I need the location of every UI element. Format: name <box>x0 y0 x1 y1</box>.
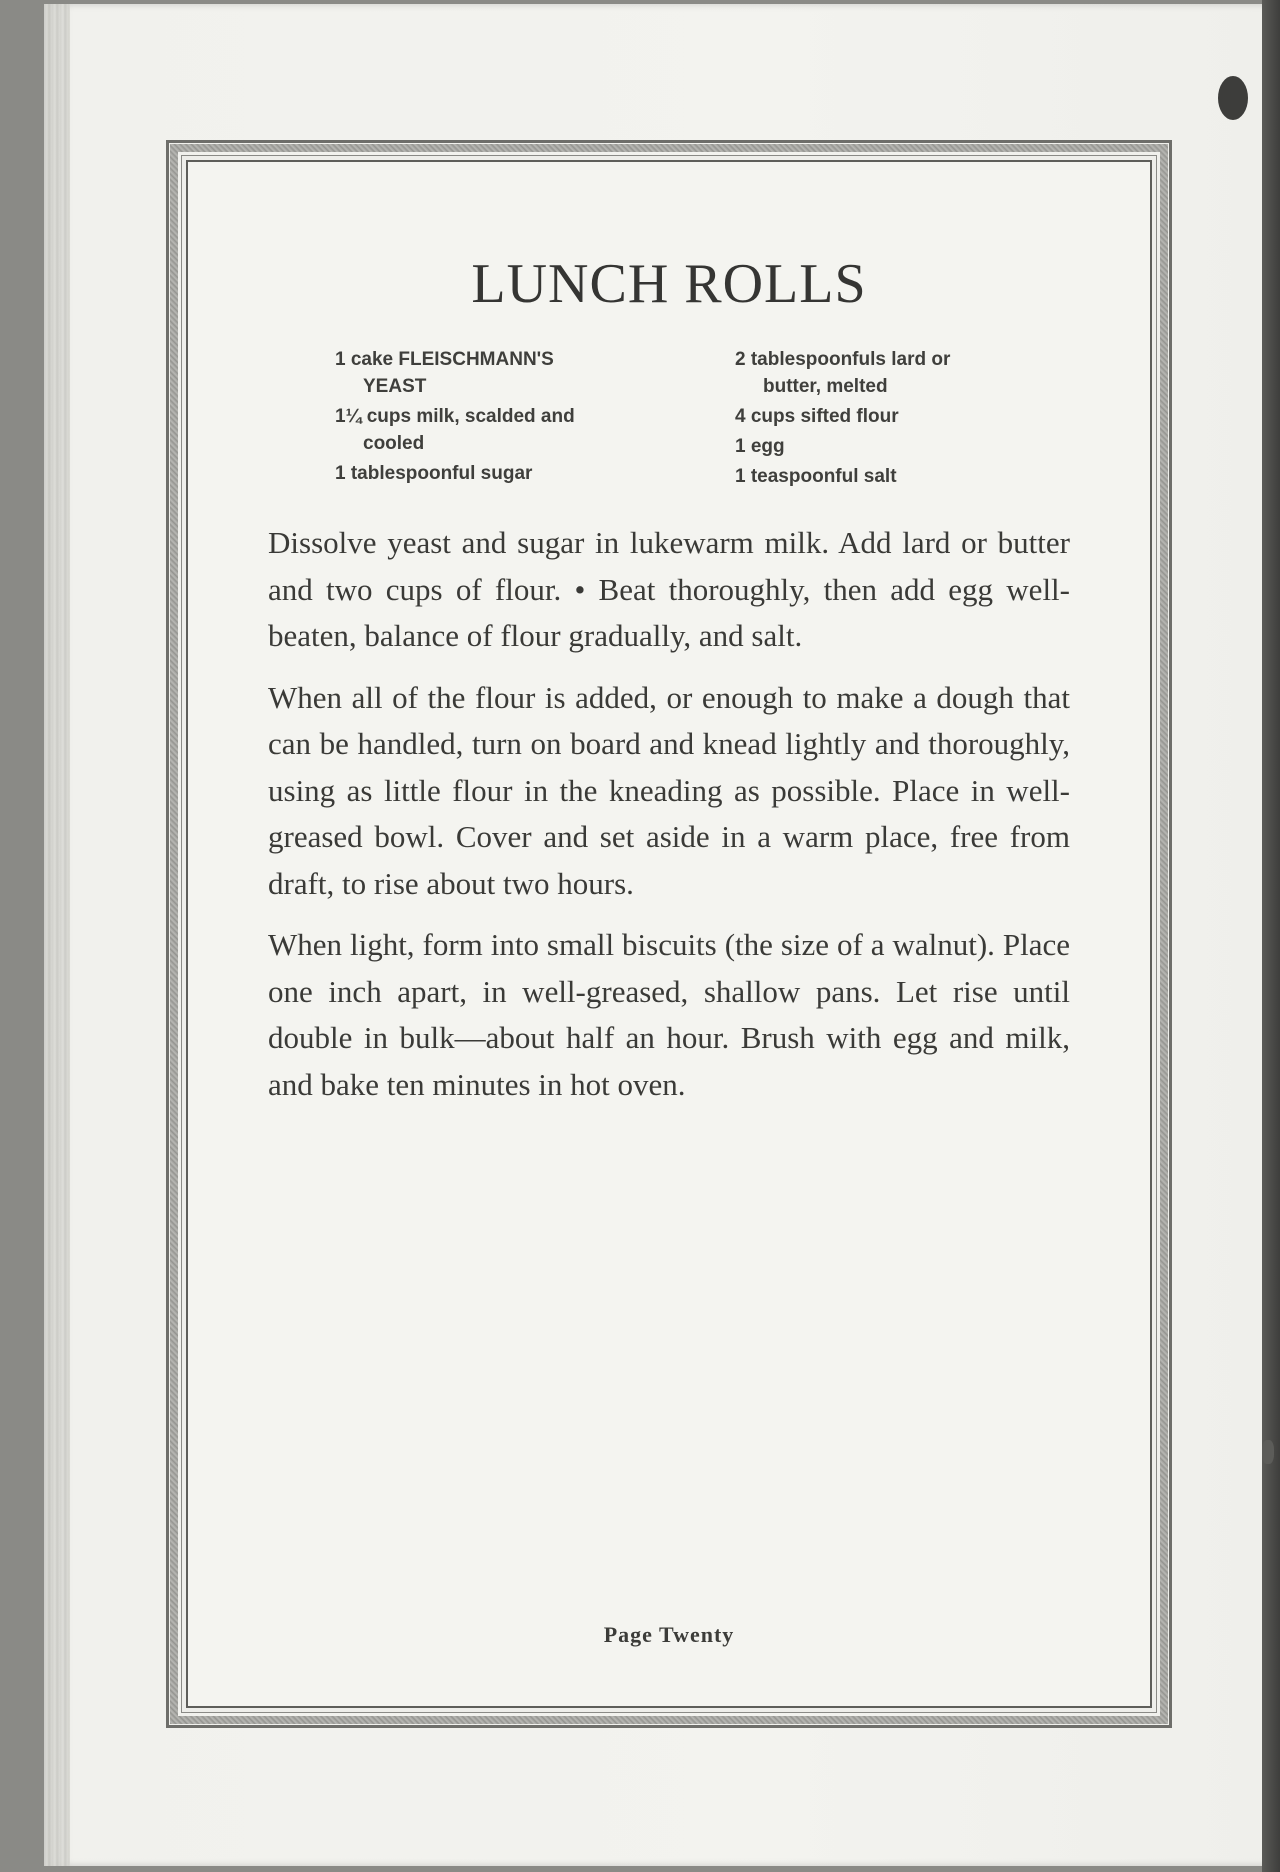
ingredient-text: 1 egg <box>735 436 785 457</box>
ingredient-text-continued: cooled <box>363 433 425 454</box>
ingredient-text: 1 tablespoonful sugar <box>335 463 533 484</box>
recipe-title: LUNCH ROLLS <box>471 253 867 315</box>
ingredient-item <box>735 433 1075 460</box>
page-stack-edge <box>44 4 70 1866</box>
binding-hole-icon <box>1218 76 1248 120</box>
recipe-instructions <box>268 520 1070 1123</box>
book-spine-shadow <box>1262 0 1280 1872</box>
ingredient-item <box>735 346 1075 400</box>
instruction-paragraph: Dissolve yeast and sugar in lukewarm milk. Add lard or butter and two cups of flour. • Beat thoroughly, then add egg well-beaten, balance of flour gradually, and salt. <box>268 525 1070 653</box>
ingredient-text: 1¼ cups milk, scalded and <box>335 406 575 427</box>
ingredient-text-continued: butter, melted <box>763 376 888 397</box>
ingredient-text: 4 cups sifted flour <box>735 406 899 427</box>
ingredient-text: 1 teaspoonful salt <box>735 466 897 487</box>
instruction-paragraph: When all of the flour is added, or enough to make a dough that can be handled, turn on board and knead lightly and thoroughly, using as little flour in the kneading as possible. Place in well-greased bowl. Cover and set aside in a warm place, free from draft, to rise about two hours. <box>268 679 1070 901</box>
ingredient-item <box>335 460 675 487</box>
ingredient-text: 1 cake FLEISCHMANN'S <box>335 349 554 370</box>
ingredient-item <box>335 403 675 457</box>
ingredient-item <box>735 403 1075 430</box>
page-number: Page Twenty <box>603 1622 735 1647</box>
binding-hole-icon <box>1262 1440 1274 1464</box>
ingredient-column-right <box>735 346 1075 493</box>
ingredient-item <box>735 463 1075 490</box>
ingredient-column-left <box>335 346 675 490</box>
ingredient-item <box>335 346 675 400</box>
instruction-paragraph: When light, form into small biscuits (the size of a walnut). Place one inch apart, in well-greased, shallow pans. Let rise until double in bulk—about half an hour. Brush with egg and milk, and bake ten minutes in hot oven. <box>268 927 1070 1102</box>
ingredient-text: 2 tablespoonfuls lard or <box>735 349 951 370</box>
ingredient-text-continued: YEAST <box>363 376 427 397</box>
